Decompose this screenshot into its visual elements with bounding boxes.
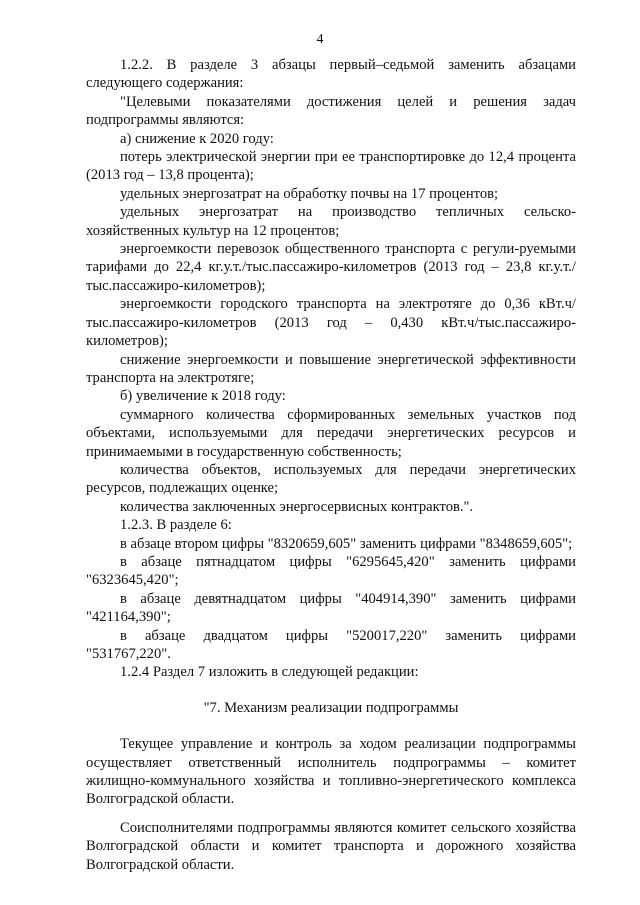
paragraph-public-transport: энергоемкости перевозок общественного транспорта с регули-руемыми тарифами до 22,4 кг.у.т./тыс.пассажиро-километров (2013 год – 23,8 кг.у.т./тыс.пассажиро-километров); [86, 241, 576, 294]
paragraph-objects-count: количества объектов, используемых для передачи энергетических ресурсов, подлежащих оценке; [86, 461, 576, 497]
paragraph-management: Текущее управление и контроль за ходом реализации подпрограммы осуществляет ответственный исполнитель подпрограммы – комитет жилищно-коммунального хозяйства и топливно-энергетического комплекса Волгоградской области. [86, 736, 576, 808]
paragraph-1-2-4: 1.2.4 Раздел 7 изложить в следующей редакции: [120, 664, 419, 681]
paragraph-greenhouse-energy: удельных энергозатрат на производство тепличных сельско-хозяйственных культур на 12 процентов; [86, 204, 576, 239]
paragraph-1-2-3: 1.2.3. В разделе 6: [120, 517, 232, 534]
paragraph-soil-energy: удельных энергозатрат на обработку почвы на 17 процентов; [120, 185, 499, 202]
paragraph-electric-transport: энергоемкости городского транспорта на электротяге до 0,36 кВт.ч/тыс.пассажиро-километров (2013 год – 0,430 кВт.ч/тыс.пассажиро-километров); [86, 296, 576, 350]
paragraph-contracts-count: количества заключенных энергосервисных контрактов.". [120, 498, 474, 515]
paragraph-item-a: а) снижение к 2020 году: [120, 130, 274, 147]
paragraph-item-b: б) увеличение к 2018 году: [120, 388, 286, 405]
paragraph-1-2-2: 1.2.2. В разделе 3 абзацы первый–седьмой заменить абзацами следующего содержания: [86, 57, 576, 92]
section-heading: "7. Механизм реализации подпрограммы [203, 699, 459, 716]
paragraph-efficiency: снижение энергоемкости и повышение энергетической эффективности транспорта на электротяге; [86, 351, 576, 386]
page-number: 4 [316, 32, 324, 47]
paragraph-co-executors: Соисполнителями подпрограммы являются комитет сельского хозяйства Волгоградской области и комитет транспорта и дорожного хозяйства Волгоградской области. [86, 819, 576, 873]
paragraph-land-plots: суммарного количества сформированных земельных участков под объектами, используемыми для передачи энергетических ресурсов и принимаемыми в государственную собственность; [86, 406, 576, 460]
paragraph-power-losses: потерь электрической энергии при ее транспортировке до 12,4 процента (2013 год – 13,8 процента); [86, 149, 576, 184]
paragraph-fifteenth-abzac: в абзаце пятнадцатом цифры "6295645,420" заменить цифрами "6323645,420"; [86, 553, 576, 589]
document-body [86, 56, 576, 874]
paragraph-target-indicators: "Целевыми показателями достижения целей и решения задач подпрограммы являются: [86, 93, 576, 129]
paragraph-nineteenth-abzac: в абзаце девятнадцатом цифры "404914,390" заменить цифрами "421164,390"; [86, 590, 576, 626]
paragraph-second-abzac: в абзаце втором цифры "8320659,605" заменить цифрами "8348659,605"; [120, 535, 573, 552]
paragraph-twentieth-abzac: в абзаце двадцатом цифры "520017,220" заменить цифрами "531767,220". [86, 627, 576, 662]
